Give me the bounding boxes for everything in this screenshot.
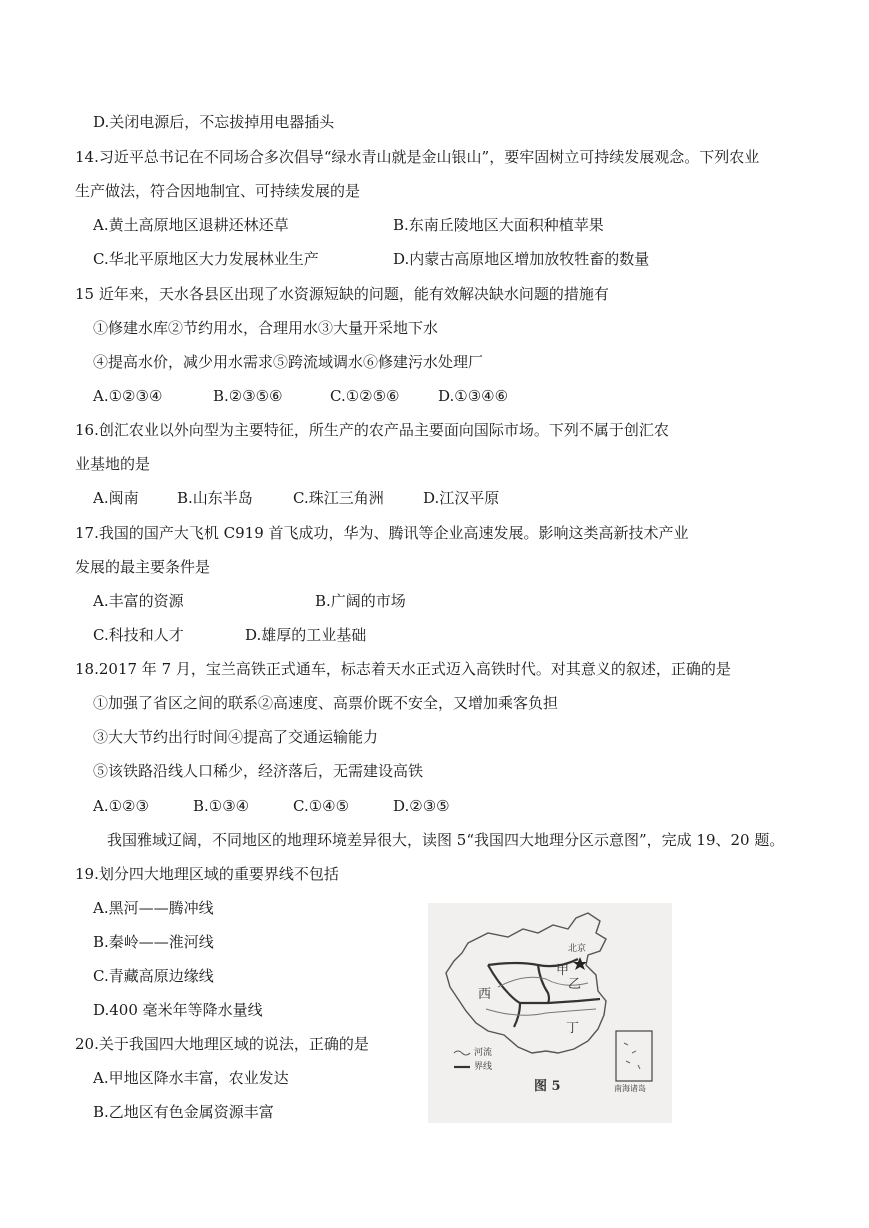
q13-option-d: D.关闭电源后，不忘拔掉用电器插头 bbox=[93, 113, 335, 131]
q17-option-b: B.广阔的市场 bbox=[315, 592, 406, 610]
q18-option-d: D.②③⑤ bbox=[393, 797, 450, 815]
q18-items-1: ①加强了省区之间的联系②高速度、高票价既不安全，又增加乘客负担 bbox=[93, 694, 559, 712]
inset-label: 南海诸岛 bbox=[614, 1084, 646, 1093]
region-label-xi: 西 bbox=[478, 987, 492, 1002]
china-regions-map-figure bbox=[428, 903, 672, 1123]
q14-option-b: B.东南丘陵地区大面积种植苹果 bbox=[393, 216, 604, 234]
q19-option-b: B.秦岭——淮河线 bbox=[93, 933, 214, 951]
q20-option-b: B.乙地区有色金属资源丰富 bbox=[93, 1103, 274, 1121]
q15-option-c: C.①②⑤⑥ bbox=[330, 387, 400, 405]
q16-stem: 16.创汇农业以外向型为主要特征，所生产的农产品主要面向国际市场。下列不属于创汇农 bbox=[75, 421, 669, 439]
q17-stem: 17.我国的国产大飞机 C919 首飞成功，华为、腾讯等企业高速发展。影响这类高新技术产业 bbox=[75, 524, 689, 542]
q16-stem-cont: 业基地的是 bbox=[75, 455, 151, 473]
q18-stem: 18.2017 年 7 月，宝兰高铁正式通车，标志着天水正式迈入高铁时代。对其意义的叙述，正确的是 bbox=[75, 660, 731, 678]
q14-option-c: C.华北平原地区大力发展林业生产 bbox=[93, 250, 319, 268]
q16-option-d: D.江汉平原 bbox=[423, 489, 500, 507]
q17-option-d: D.雄厚的工业基础 bbox=[245, 626, 367, 644]
q14-stem: 14.习近平总书记在不同场合多次倡导“绿水青山就是金山银山”，要牢固树立可持续发展观念。下列农业 bbox=[75, 148, 760, 166]
q15-option-b: B.②③⑤⑥ bbox=[213, 387, 283, 405]
south-china-sea-inset bbox=[616, 1031, 652, 1081]
boundary-tibet-plateau bbox=[488, 965, 520, 1027]
q15-stem: 15 近年来，天水各县区出现了水资源短缺的问题，能有效解决缺水问题的措施有 bbox=[75, 285, 609, 303]
q15-items-2: ④提高水价，减少用水需求⑤跨流域调水⑥修建污水处理厂 bbox=[93, 353, 484, 371]
q18-option-c: C.①④⑤ bbox=[293, 797, 350, 815]
region-label-jia: 甲 bbox=[556, 963, 570, 978]
q18-items-3: ⑤该铁路沿线人口稀少，经济落后，无需建设高铁 bbox=[93, 762, 424, 780]
river-yangtze bbox=[486, 1009, 596, 1015]
legend-river-line bbox=[454, 1051, 470, 1055]
q20-option-a: A.甲地区降水丰富，农业发达 bbox=[93, 1069, 289, 1087]
q18-option-a: A.①②③ bbox=[93, 797, 149, 815]
q15-items-1: ①修建水库②节约用水，合理用水③大量开采地下水 bbox=[93, 319, 439, 337]
q18-option-b: B.①③④ bbox=[193, 797, 250, 815]
q14-option-a: A.黄土高原地区退耕还林还草 bbox=[93, 216, 289, 234]
china-outline bbox=[446, 913, 606, 1053]
beijing-star-icon bbox=[573, 957, 587, 970]
q19-option-c: C.青藏高原边缘线 bbox=[93, 967, 214, 985]
q19-stem: 19.划分四大地理区域的重要界线不包括 bbox=[75, 865, 339, 883]
q20-stem: 20.关于我国四大地理区域的说法，正确的是 bbox=[75, 1035, 369, 1053]
q19-option-d: D.400 毫米年等降水量线 bbox=[93, 1001, 263, 1019]
q18-items-2: ③大大节约出行时间④提高了交通运输能力 bbox=[93, 728, 379, 746]
q15-option-d: D.①③④⑥ bbox=[438, 387, 509, 405]
q17-stem-cont: 发展的最主要条件是 bbox=[75, 558, 211, 576]
q19-20-intro: 我国雅域辽阔，不同地区的地理环境差异很大，读图 5“我国四大地理分区示意图”，完成 19、20 题。 bbox=[107, 831, 785, 849]
q17-option-c: C.科技和人才 bbox=[93, 626, 184, 644]
legend-river-label: 河流 bbox=[474, 1048, 493, 1058]
q14-option-d: D.内蒙古高原地区增加放牧牲畜的数量 bbox=[393, 250, 650, 268]
legend-boundary-label: 界线 bbox=[474, 1062, 493, 1072]
q16-option-c: C.珠江三角洲 bbox=[293, 489, 384, 507]
q15-option-a: A.①②③④ bbox=[93, 387, 163, 405]
region-label-yi: 乙 bbox=[568, 977, 582, 992]
q19-option-a: A.黑河——腾冲线 bbox=[93, 899, 214, 917]
figure-caption: 图 5 bbox=[534, 1079, 561, 1094]
q14-stem-cont: 生产做法，符合因地制宜、可持续发展的是 bbox=[75, 182, 361, 200]
boundary-qinling-huaihe bbox=[520, 999, 600, 1003]
q17-option-a: A.丰富的资源 bbox=[93, 592, 184, 610]
q16-option-a: A.闽南 bbox=[93, 489, 139, 507]
region-label-ding: 丁 bbox=[566, 1021, 580, 1036]
q16-option-b: B.山东半岛 bbox=[177, 489, 253, 507]
capital-label: 北京 bbox=[568, 944, 587, 954]
boundary-400mm bbox=[538, 965, 549, 1003]
